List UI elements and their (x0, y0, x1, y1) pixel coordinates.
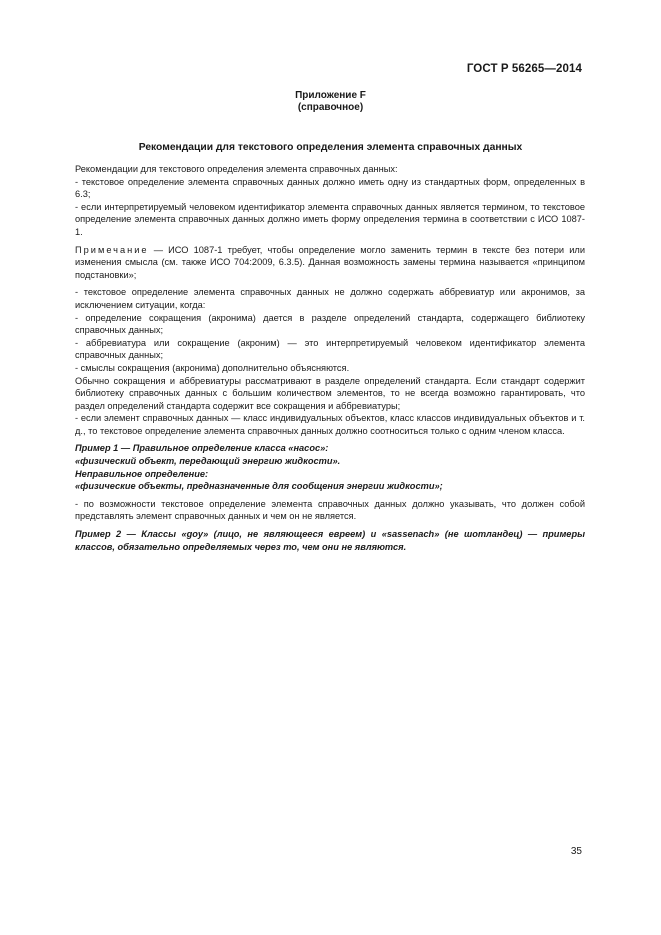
list-item: - если интерпретируемый человеком идентификатор элемента справочных данных является термином, то текстовое определение элемента справочных данных должно иметь форму определения термина в соответствии с ИСО 1087-1. (75, 201, 585, 237)
list-item: - определение сокращения (акронима) дается в разделе определений стандарта, содержащего библиотеку справочных данных; (75, 312, 585, 336)
example-1 (75, 442, 585, 492)
list-item: - по возможности текстовое определение элемента справочных данных должно указывать, что должен собой представлять элемент справочных данных и чем он не является. (75, 498, 585, 522)
example-line: Пример 1 — Правильное определение класса «насос»: (75, 443, 329, 454)
section-title: Рекомендации для текстового определения элемента справочных данных (138, 142, 523, 153)
list-item: - смыслы сокращения (акронима) дополнительно объясняются. (75, 362, 350, 373)
standard-code: ГОСТ Р 56265—2014 (466, 63, 582, 75)
appendix-title: Приложение F (295, 90, 366, 101)
paragraph: Обычно сокращения и аббревиатуры рассматривают в разделе определений стандарта. Если стандарт содержит библиотеку справочных данных с большим количеством элементов, то не всегда возможно гарантировать, что раздел определений стандарта содержит все сокращения и аббревиатуры; (75, 375, 585, 411)
list-item: - аббревиатура или сокращение (акроним) — это интерпретируемый человеком идентификатор элемента справочных данных; (75, 337, 585, 361)
note (75, 244, 585, 282)
example-line: «физические объекты, предназначенные для сообщения энергии жидкости»; (75, 481, 443, 492)
note-label: Примечание (75, 244, 149, 255)
list-item: - текстовое определение элемента справочных данных должно иметь одну из стандартных форм, определенных в 6.3; (75, 176, 585, 200)
note-text: — ИСО 1087-1 требует, чтобы определение могло заменить термин в тексте без потери или изменения смысла (см. также ИСО 704:2009, 6.3.5). Данная возможность замены термина называется «принципом подстановки»; (75, 244, 585, 280)
list-item: - если элемент справочных данных — класс индивидуальных объектов, класс классов индивидуальных объектов и т. д., то текстовое определение элемента справочных данных должно соотноситься только с одним членом класса. (75, 413, 585, 436)
paragraph: Рекомендации для текстового определения элемента справочных данных: (75, 164, 398, 174)
appendix-heading (0, 90, 661, 114)
example-line: «физический объект, передающий энергию жидкости». (75, 456, 341, 467)
appendix-subtitle: (справочное) (297, 102, 364, 113)
body-text (75, 163, 585, 553)
example-line: Неправильное определение: (75, 468, 209, 479)
list-item: - текстовое определение элемента справочных данных не должно содержать аббревиатур или акронимов, за исключением ситуации, когда: (75, 287, 585, 310)
example-2: Пример 2 — Классы «goy» (лицо, не являющееся евреем) и «sassenach» (не шотландец) — примеры классов, обязательно определяемых через то, чем они не являются. (75, 529, 585, 552)
page-number: 35 (570, 846, 582, 857)
